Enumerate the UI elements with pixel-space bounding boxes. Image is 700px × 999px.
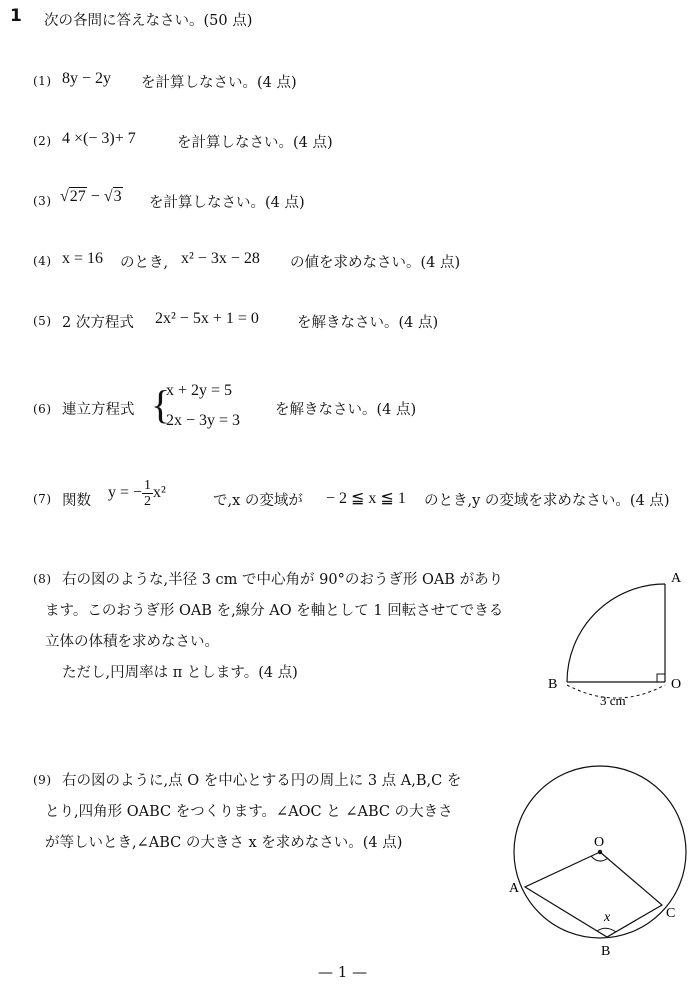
system-brace: {	[151, 382, 171, 427]
sqrt-symbol: √	[103, 188, 113, 205]
question-8-line-1: 右の図のような,半径 3 cm で中心角が 90°のおうぎ形 OAB があり	[62, 572, 504, 588]
question-8-line-3: 立体の体積を求めなさい。	[45, 634, 219, 650]
question-1-number: (1)	[33, 74, 52, 88]
question-4-number: (4)	[33, 254, 52, 268]
right-angle-mark	[657, 674, 665, 682]
question-1-instruction: を計算しなさい。(4 点)	[141, 75, 297, 91]
fraction-numerator: 1	[144, 478, 152, 493]
center-point	[598, 850, 602, 854]
label-c: C	[666, 906, 676, 921]
question-6-equation-1: x + 2y = 5	[166, 382, 233, 399]
quadrilateral-oabc	[525, 852, 662, 937]
question-7-number: (7)	[33, 492, 52, 506]
question-7-function	[108, 478, 166, 509]
question-9-line-3: が等しいとき,∠ABC の大きさ x を求めなさい。(4 点)	[45, 835, 403, 851]
question-4-condition: x = 16	[62, 250, 104, 267]
fraction-denominator: 2	[144, 494, 152, 509]
question-9-line-2: とり,四角形 OABC をつくります。∠AOC と ∠ABC の大きさ	[45, 804, 453, 820]
question-7-domain: − 2 ≦ x ≦ 1	[326, 490, 406, 507]
label-a: A	[671, 571, 682, 586]
question-3-number: (3)	[33, 194, 52, 208]
question-3-instruction: を計算しなさい。(4 点)	[149, 195, 305, 211]
angle-x-label: x	[604, 910, 611, 925]
label-o: O	[594, 835, 605, 850]
question-5-label: 2 次方程式	[62, 315, 134, 331]
radius-label: 3 cm	[600, 693, 626, 708]
fraction	[142, 478, 153, 509]
function-lhs: y = −	[108, 484, 143, 502]
question-1-expression: 8y − 2y	[62, 70, 112, 87]
problem-number: 1	[10, 6, 22, 26]
label-o: O	[671, 677, 682, 692]
question-8-line-2: ます。このおうぎ形 OAB を,線分 AO を軸として 1 回転させてできる	[45, 603, 504, 619]
radicand-a: 27	[69, 188, 86, 205]
question-4-expression: x² − 3x − 28	[181, 250, 260, 267]
question-2-number: (2)	[33, 134, 52, 148]
question-7-connector: で,x の変域が	[213, 493, 303, 509]
question-9-number: (9)	[33, 773, 52, 787]
question-7-instruction: のとき,y の変域を求めなさい。(4 点)	[424, 493, 670, 509]
question-5-number: (5)	[33, 314, 52, 328]
sector-arc	[567, 584, 665, 682]
label-b: B	[601, 944, 611, 959]
sector-figure	[540, 565, 700, 715]
angle-abc-mark	[597, 928, 616, 932]
question-3-expression	[60, 188, 123, 206]
question-5-instruction: を解きなさい。(4 点)	[297, 315, 439, 331]
problem-header: 次の各問に答えなさい。(50 点)	[44, 13, 253, 29]
label-a: A	[509, 881, 520, 896]
sqrt-symbol: √	[60, 188, 69, 205]
question-8-number: (8)	[33, 572, 52, 586]
question-4-connector: のとき,	[120, 255, 169, 271]
question-2-instruction: を計算しなさい。(4 点)	[177, 135, 333, 151]
circle-figure	[500, 755, 700, 960]
page-number: — 1 —	[318, 963, 368, 981]
question-4-instruction: の値を求めなさい。(4 点)	[290, 255, 461, 271]
question-6-equation-2: 2x − 3y = 3	[166, 412, 241, 429]
question-7-label: 関数	[62, 493, 91, 509]
question-9-line-1: 右の図のように,点 O を中心とする円の周上に 3 点 A,B,C を	[62, 773, 462, 789]
question-6-label: 連立方程式	[62, 402, 135, 418]
question-6-number: (6)	[33, 402, 52, 416]
question-5-equation: 2x² − 5x + 1 = 0	[155, 310, 259, 327]
question-8-line-4: ただし,円周率は π とします。(4 点)	[62, 665, 298, 681]
label-b: B	[548, 677, 558, 692]
question-2-expression: 4 ×(− 3)+ 7	[62, 130, 136, 147]
radicand-b: 3	[113, 188, 122, 205]
function-rhs: x²	[153, 484, 166, 502]
question-6-instruction: を解きなさい。(4 点)	[275, 402, 417, 418]
minus-sign: −	[90, 188, 100, 205]
